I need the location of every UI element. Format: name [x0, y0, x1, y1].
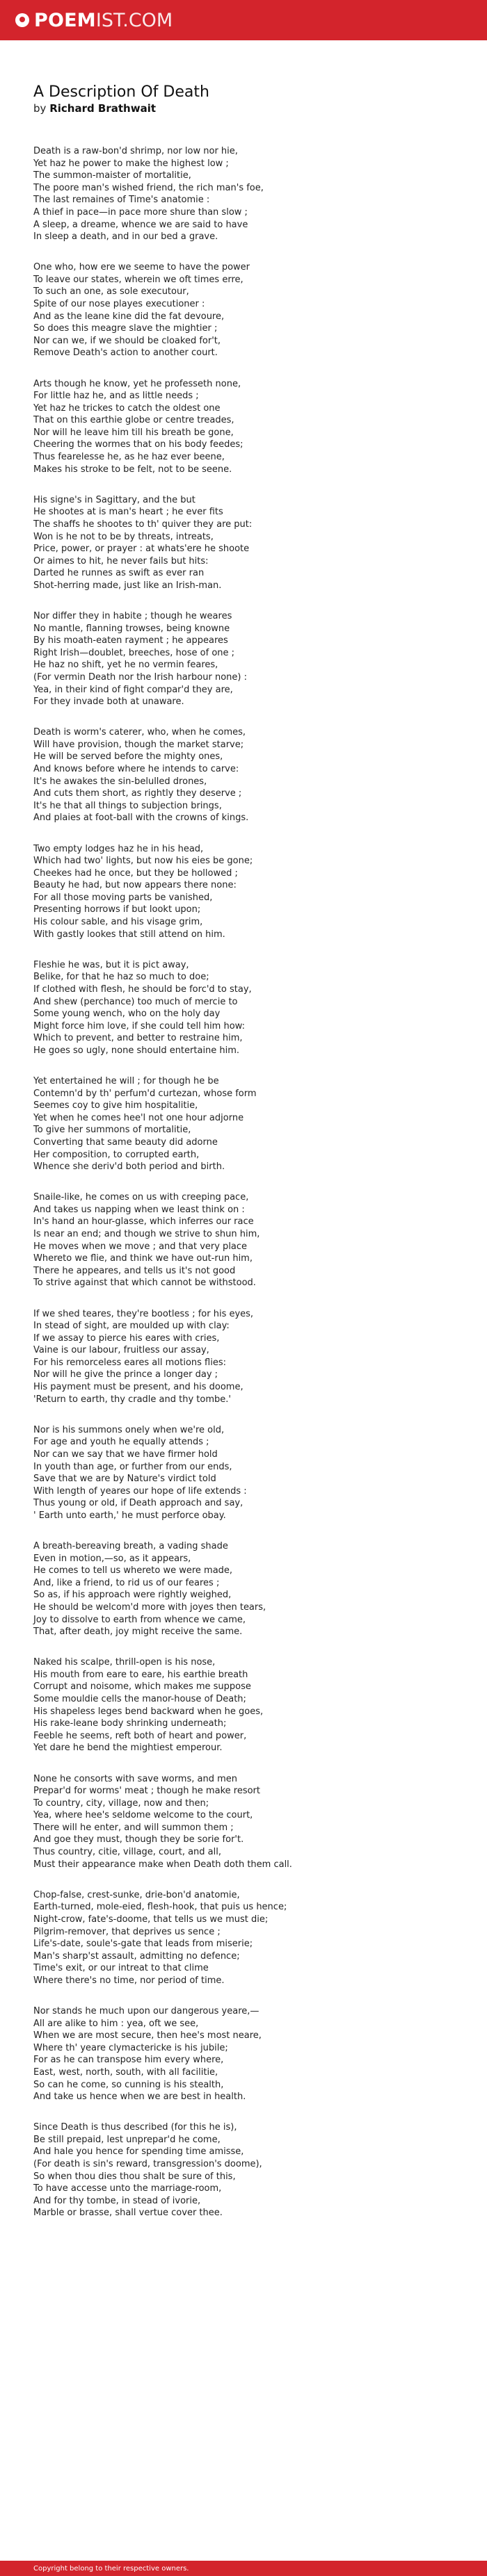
poem-line: Whereto we flie, and think we have out-run him, [33, 1253, 253, 1264]
poem-line: Which had two' lights, but now his eies be gone; [33, 856, 253, 867]
poem-line: Price, power, or prayer : at whats'ere he shoote [33, 544, 250, 555]
poem-line: Yet haz he power to make the highest low ; [33, 158, 229, 169]
poem-line: And shew (perchance) too much of mercie to [33, 996, 238, 1007]
poem-line: Since Death is thus described (for this he is), [33, 2122, 237, 2133]
poem-line: For all those moving parts be vanished, [33, 892, 213, 903]
poem-line: Where th' yeare clymactericke is his jubile; [33, 2042, 228, 2053]
stanza [33, 1773, 454, 1871]
poem-line: Snaile-like, he comes on us with creeping pace, [33, 1192, 249, 1203]
top-bar [0, 0, 487, 40]
poem-line: Yet when he comes hee'l not one hour adjorne [33, 1112, 244, 1123]
logo-text-bold: POEM [34, 9, 96, 31]
poem-line: So does this meagre slave the mightier ; [33, 323, 218, 334]
poem-line: Save that we are by Nature's virdict told [33, 1474, 216, 1485]
poem-line: So when thou dies thou shalt be sure of this, [33, 2171, 236, 2182]
poem-line: In stead of sight, are moulded up with clay: [33, 1321, 230, 1332]
poem-line: For as he can transpose him every where, [33, 2055, 224, 2066]
poem-line: With gastly lookes that still attend on him. [33, 929, 225, 940]
poem-line: Nor can we say that we have firmer hold [33, 1449, 218, 1460]
poem-line: That, after death, joy might receive the same. [33, 1627, 243, 1638]
stanza [33, 2005, 454, 2103]
poem-line: Won is he not to be by threats, intreats, [33, 531, 214, 542]
poem-line: That on this earthie globe or centre treades, [33, 415, 234, 426]
poem-content [0, 40, 487, 2219]
stanza [33, 1889, 454, 1987]
site-logo[interactable] [15, 10, 173, 31]
poem-line: And, like a friend, to rid us of our feares ; [33, 1577, 220, 1588]
poem-line: In youth than age, or further from our ends, [33, 1461, 232, 1472]
poem-line: Some mouldie cells the manor-house of Death; [33, 1694, 246, 1705]
poem-line: Will have provision, though the market starve; [33, 739, 244, 750]
poem-line: Is near an end; and though we strive to shun him, [33, 1229, 260, 1240]
poem-line: Remove Death's action to another court. [33, 348, 218, 359]
poem-line: Darted he runnes as swift as ever ran [33, 568, 205, 579]
poem-line: Might force him love, if she could tell him how: [33, 1020, 245, 1032]
poem-line: It's he awakes the sin-belulled drones, [33, 776, 207, 787]
poem-line: Must their appearance make when Death doth them call. [33, 1859, 292, 1870]
poem-line: Makes his stroke to be felt, not to be seene. [33, 464, 232, 475]
poem-line: Death is a raw-bon'd shrimp, nor low nor hie, [33, 146, 238, 156]
poem-line: Pilgrim-remover, that deprives us sence ; [33, 1926, 221, 1937]
poem-line: Chop-false, crest-sunke, drie-bon'd anatomie, [33, 1889, 240, 1900]
poem-line: Or aimes to hit, he never fails but hits: [33, 555, 209, 566]
poem-line: So can he come, so cunning is his stealth, [33, 2079, 224, 2090]
byline-prefix: by [33, 102, 47, 115]
poem-line: For they invade both at unaware. [33, 696, 184, 708]
poem-line: His shapeless leges bend backward when he goes, [33, 1706, 264, 1717]
poem-line: And knows before where he intends to carve: [33, 764, 239, 775]
poem-line: (For death is sin's reward, transgression's doome), [33, 2159, 262, 2170]
poem-line: Two empty lodges haz he in his head, [33, 843, 204, 854]
poem-line: He will be served before the mighty ones, [33, 751, 223, 763]
poem-line: To give her summons of mortalitie, [33, 1125, 191, 1136]
poem-line: Yet dare he bend the mightiest emperour. [33, 1743, 223, 1754]
logo-text-light: IST.COM [95, 9, 173, 31]
poem-line: Yea, where hee's seldome welcome to the court, [33, 1810, 253, 1821]
poem-line: Yet haz he trickes to catch the oldest one [33, 402, 221, 414]
poem-line: And hale you hence for spending time amisse, [33, 2146, 244, 2158]
poem-line: The shaffs he shootes to th' quiver they are put: [33, 519, 253, 530]
poem-line: Arts though he know, yet he professeth none, [33, 378, 241, 389]
poem-line: Her composition, to corrupted earth, [33, 1149, 200, 1160]
poem-line: Even in motion,—so, as it appears, [33, 1553, 191, 1564]
poem-line: If clothed with flesh, he should be forc'd to stay, [33, 984, 252, 995]
stanza [33, 1308, 454, 1406]
poem-line: So as, if his approach were rightly weighed, [33, 1590, 232, 1601]
poem-line: When we are most secure, then hee's most neare, [33, 2030, 262, 2041]
poem-line: One who, how ere we seeme to have the power [33, 262, 250, 273]
poem-line: And goe they must, though they be sorie for't. [33, 1834, 244, 1845]
poem-line: A breath-bereaving breath, a vading shade [33, 1541, 228, 1551]
poem-line: A sleep, a dreame, whence we are said to have [33, 219, 248, 230]
poem-line: He shootes at is man's heart ; he ever fits [33, 507, 223, 518]
poem-line: His colour sable, and his visage grim, [33, 917, 203, 928]
poem-line: With length of yeares our hope of life extends : [33, 1485, 247, 1497]
poem-line: To country, city, village, now and then; [33, 1798, 209, 1809]
poem-title: A Description Of Death [33, 83, 209, 101]
poem-line: To have accesse unto the marriage-room, [33, 2183, 222, 2194]
poem-line: If we assay to pierce his eares with cries, [33, 1332, 220, 1344]
poem-line: Nor can we, if we should be cloaked for't, [33, 335, 221, 346]
poem-line: 'Return to earth, thy cradle and thy tombe.' [33, 1394, 231, 1405]
poem-line: Right Irish—doublet, breeches, hose of one ; [33, 647, 235, 658]
stanza [33, 261, 454, 359]
poem-line: For age and youth he equally attends ; [33, 1437, 209, 1448]
poem-line: Beauty he had, but now appears there none: [33, 880, 237, 891]
poem-line: Earth-turned, mole-eied, flesh-hook, that puis us hence; [33, 1902, 287, 1913]
poem-line: His rake-leane body shrinking underneath; [33, 1718, 227, 1729]
poem-line: Shot-herring made, just like an Irish-man. [33, 580, 222, 591]
poem-line: None he consorts with save worms, and men [33, 1773, 238, 1784]
poem-line: Prepar'd for worms' meat ; though he make resort [33, 1786, 260, 1797]
poem-line: And cuts them short, as rightly they deserve ; [33, 788, 242, 799]
poem-line: Whence she deriv'd both period and birth. [33, 1161, 225, 1173]
poem-line: He should be welcom'd more with joyes then tears, [33, 1601, 266, 1613]
poem-line: And plaies at foot-ball with the crowns of kings. [33, 813, 249, 824]
poem-line: Nor will he leave him till his breath be gone, [33, 427, 234, 438]
poem-line: If we shed teares, they're bootless ; for his eyes, [33, 1308, 254, 1319]
poem-line: And take us hence when we are best in health. [33, 2092, 246, 2103]
stanza [33, 1656, 454, 1754]
poem-line: Nor will he give the prince a longer day ; [33, 1369, 218, 1380]
poem-line: Night-crow, fate's-doome, that tells us we must die; [33, 1914, 269, 1925]
poem-line: Feeble he seems, reft both of heart and power, [33, 1730, 247, 1741]
stanza [33, 1424, 454, 1522]
poem-line: For little haz he, and as little needs ; [33, 391, 199, 402]
stanza [33, 726, 454, 824]
poem-line: To such an one, as sole executour, [33, 286, 189, 297]
stanza [33, 494, 454, 592]
poem-line: Cheering the wormes that on his body feedes; [33, 439, 244, 450]
poem-line: And takes us napping when we least think on : [33, 1204, 245, 1215]
poem-line: Marble or brasse, shall vertue cover thee. [33, 2208, 223, 2219]
poem-line: Corrupt and noisome, which makes me suppose [33, 1681, 251, 1693]
poem-line: Fleshie he was, but it is pict away, [33, 959, 189, 970]
footer [0, 2561, 487, 2576]
poem-line: The summon-maister of mortalitie, [33, 170, 191, 181]
poem-line: Man's sharp'st assault, admitting no defence; [33, 1950, 240, 1962]
poem-line: Where there's no time, nor period of time. [33, 1975, 225, 1986]
stanza [33, 378, 454, 476]
author-link[interactable]: Richard Brathwait [49, 102, 157, 115]
poem-line: By his moath-eaten rayment ; he appeares [33, 635, 228, 646]
poem-line: Seemes coy to give him hospitalitie, [33, 1100, 198, 1111]
poem-line: To leave our states, wherein we oft times erre, [33, 274, 244, 285]
stanza [33, 610, 454, 708]
stanza [33, 1075, 454, 1173]
poem-line: His payment must be present, and his doome, [33, 1382, 244, 1393]
poem-line: East, west, north, south, with all facilitie, [33, 2066, 218, 2078]
poem-line: Which to prevent, and better to restraine him, [33, 1033, 243, 1044]
poem-line: He moves when we move ; and that very place [33, 1241, 248, 1252]
stanza [33, 145, 454, 243]
poem-line: And for thy tombe, in stead of ivorie, [33, 2195, 201, 2206]
poem-line: He comes to tell us whereto we were made, [33, 1565, 233, 1576]
copyright-text: Copyright belong to their respective owners. [33, 2564, 189, 2573]
poem-line: Vaine is our labour, fruitless our assay, [33, 1345, 209, 1356]
poem-line: (For vermin Death nor the Irish harbour none) : [33, 671, 247, 683]
poem-line: Death is worm's caterer, who, when he comes, [33, 727, 246, 738]
poem-line: In sleep a death, and in our bed a grave. [33, 231, 218, 243]
poem-line: For his remorceless eares all motions flies: [33, 1357, 226, 1368]
poem-line: Converting that same beauty did adorne [33, 1136, 218, 1148]
poem-line: Nor differ they in habite ; though he weares [33, 611, 232, 621]
poem-line: ' Earth unto earth,' he must perforce obay. [33, 1510, 226, 1521]
poem-body [33, 145, 454, 2219]
poem-line: Thus country, citie, village, court, and all, [33, 1847, 222, 1858]
poem-line: Yea, in their kind of fight compar'd they are, [33, 684, 233, 695]
poem-line: Some young wench, who on the holy day [33, 1009, 221, 1020]
stanza [33, 2121, 454, 2219]
poem-line: Joy to dissolve to earth from whence we came, [33, 1614, 246, 1625]
stanza [33, 843, 454, 941]
poem-line: Be still prepaid, lest unprepar'd he come, [33, 2134, 221, 2145]
poem-line: A thief in pace—in pace more shure than slow ; [33, 206, 248, 218]
poem-line: He goes so ugly, none should entertaine him. [33, 1045, 240, 1056]
poem-line: Nor stands he much upon our dangerous yeare,— [33, 2006, 260, 2016]
poem-line: His signe's in Sagittary, and the but [33, 494, 195, 505]
poem-line: There he appeares, and tells us it's not good [33, 1265, 236, 1276]
poem-line: There will he enter, and will summon them ; [33, 1822, 234, 1833]
poem-line: He haz no shift, yet he no vermin feares, [33, 660, 218, 671]
poem-line: Time's exit, or our intreat to that clime [33, 1963, 209, 1974]
poem-line: In's hand an hour-glasse, which inferres our race [33, 1216, 254, 1228]
poem-line: It's he that all things to subjection brings, [33, 800, 222, 811]
poem-line: All are alike to him : yea, oft we see, [33, 2018, 199, 2029]
poem-line: Presenting horrows if but lookt upon; [33, 904, 201, 915]
poem-line: The last remaines of Time's anatomie : [33, 195, 210, 206]
stanza [33, 1191, 454, 1289]
poem-line: No mantle, flanning trowses, being knowne [33, 623, 230, 634]
poem-line: Contemn'd by th' perfum'd curtezan, whose form [33, 1088, 257, 1099]
stanza [33, 959, 454, 1057]
poem-line: His mouth from eare to eare, his earthie breath [33, 1669, 248, 1680]
poem-line: Thus fearelesse he, as he haz ever beene, [33, 452, 225, 463]
byline [33, 102, 454, 115]
poem-line: Thus young or old, if Death approach and say, [33, 1498, 244, 1509]
poem-line: Yet entertained he will ; for though he be [33, 1076, 219, 1086]
poem-line: The poore man's wished friend, the rich man's foe, [33, 182, 264, 193]
poem-line: To strive against that which cannot be withstood. [33, 1278, 256, 1289]
poem-line: Naked his scalpe, thrill-open is his nose, [33, 1657, 216, 1668]
logo-mark-icon [15, 13, 29, 27]
poem-line: Belike, for that he haz so much to doe; [33, 972, 209, 983]
poem-line: Life's-date, soule's-gate that leads from miserie; [33, 1939, 253, 1950]
poem-line: And as the leane kine did the fat devoure, [33, 311, 225, 322]
poem-line: Nor is his summons onely when we're old, [33, 1424, 225, 1435]
stanza [33, 1540, 454, 1638]
poem-line: Spite of our nose playes executioner : [33, 299, 205, 310]
poem-line: Cheekes had he once, but they be hollowed ; [33, 867, 238, 879]
